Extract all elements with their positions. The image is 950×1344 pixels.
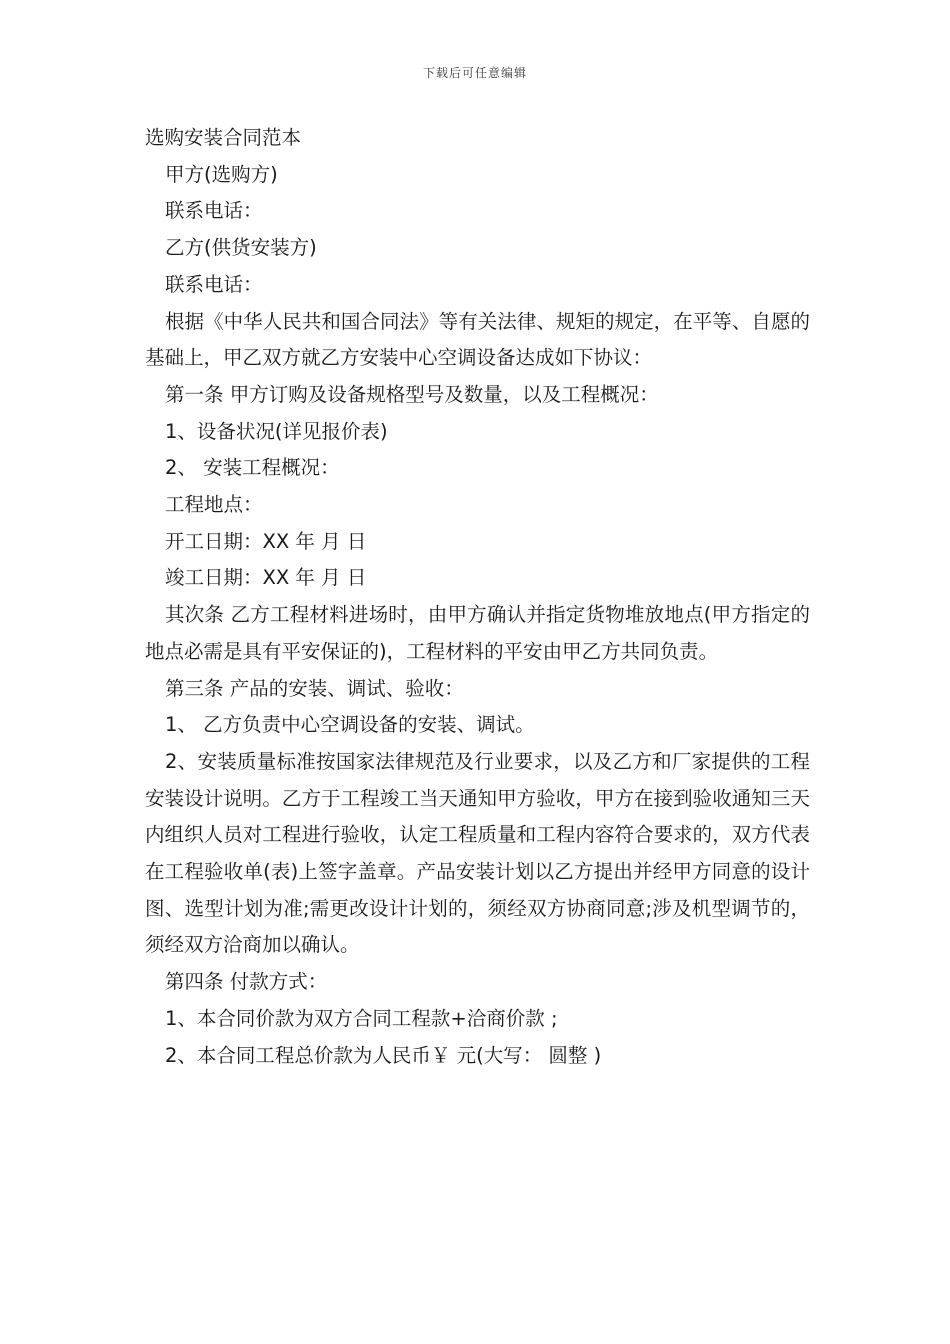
party-b-line: 乙方(供货安装方) [165,236,317,260]
article-1-item-2: 2、 安装工程概况： [165,456,340,480]
party-a-line: 甲方(选购方) [165,162,278,186]
article-3-heading: 第三条 产品的安装、调试、验收： [165,676,464,700]
preamble-paragraph: 根据《中华人民共和国合同法》等有关法律、规矩的规定，在平等、自愿的基础上，甲乙双方就乙方安装中心空调设备达成如下协议： [145,309,810,370]
article-1-heading: 第一条 甲方订购及设备规格型号及数量，以及工程概况： [165,382,659,406]
article-1-item-1: 1、设备状况(详见报价表) [165,419,388,443]
article-4-item-1: 1、本合同价款为双方合同工程款+洽商价款 ; [165,1006,558,1030]
party-b-phone: 联系电话： [165,272,263,296]
document-title: 选购安装合同范本 [145,126,302,149]
article-3-item-2: 2、安装质量标准按国家法律规范及行业要求，以及乙方和厂家提供的工程安装设计说明。乙方于工程竣工当天通知甲方验收，甲方在接到验收通知三天内组织人员对工程进行验收，认定工程质量和工程内容符合要求的，双方代表在工程验收单(表)上签字盖章。产品安装计划以乙方提出并经甲方同意的设计图、选型计划为准;需更改设计计划的，须经双方协商同意;涉及机型调节的，须经双方洽商加以确认。 [145,749,810,957]
article-3-item-1: 1、 乙方负责中心空调设备的安装、调试。 [165,713,535,737]
document-body [145,120,810,1074]
completion-date: 竣工日期：XX 年 月 日 [165,566,367,590]
article-4-heading: 第四条 付款方式： [165,970,328,994]
header-note: 下载后可任意编辑 [422,66,527,80]
project-location: 工程地点： [165,493,263,517]
article-2-paragraph: 其次条 乙方工程材料进场时，由甲方确认并指定货物堆放地点(甲方指定的地点必需是具有平安保证的)，工程材料的平安由甲乙方共同负责。 [145,603,810,663]
party-a-phone: 联系电话： [165,199,263,223]
article-4-item-2: 2、本合同工程总价款为人民币￥ 元(大写： 圆整 ) [165,1043,602,1067]
start-date: 开工日期：XX 年 月 日 [165,529,367,553]
